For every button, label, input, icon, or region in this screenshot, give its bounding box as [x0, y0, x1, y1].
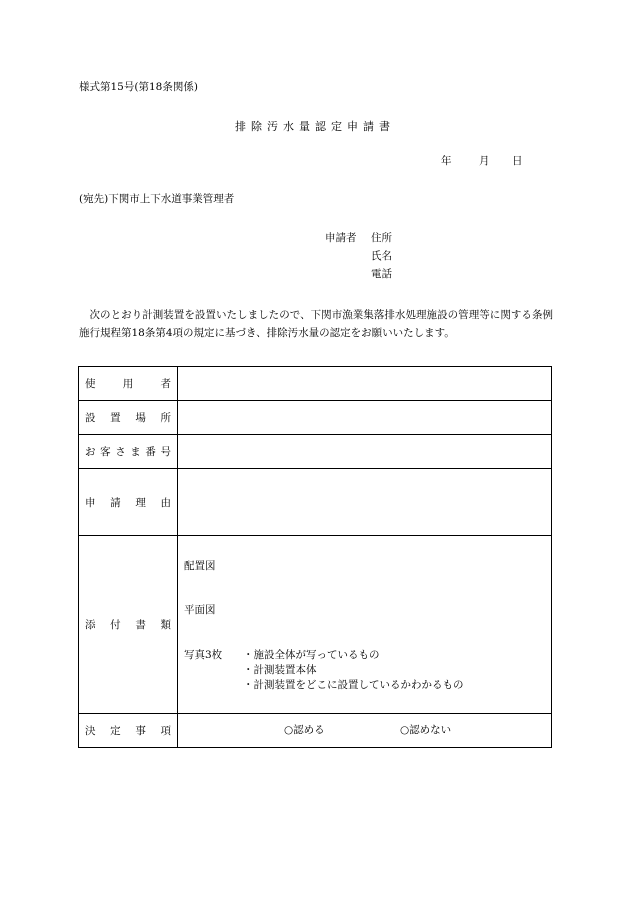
decision-cell [178, 714, 552, 748]
attachment-photos: 写真3枚 [184, 648, 223, 661]
decision-label: 決定事項 [79, 714, 178, 748]
attachment-plan: 平面図 [184, 603, 216, 616]
table-row [79, 714, 552, 748]
location-field[interactable] [178, 401, 552, 435]
applicant-name-label: 氏名 [371, 250, 392, 262]
applicant-label: 申請者 [325, 232, 357, 244]
user-field[interactable] [178, 367, 552, 401]
attachments-cell [178, 536, 552, 714]
attachments-label: 添付書類 [79, 536, 178, 714]
photo-item: ・計測装置本体 [243, 663, 317, 676]
table-row [79, 536, 552, 714]
table-row [79, 401, 552, 435]
applicant-phone-label: 電話 [371, 268, 392, 280]
location-label: 設置場所 [79, 401, 178, 435]
table-row [79, 469, 552, 536]
table-row [79, 367, 552, 401]
user-label: 使 用 者 [79, 367, 178, 401]
customer-number-label: お客さま番号 [79, 435, 178, 469]
request-statement: 次のとおり計測装置を設置いたしましたので、下関市漁業集落排水処理施設の管理等に関する条例施行規程第18条第4項の規定に基づき、排除汚水量の認定をお願いいたします。 [79, 309, 553, 339]
photo-item: ・計測装置をどこに設置しているかわかるもの [243, 678, 464, 691]
customer-number-field[interactable] [178, 435, 552, 469]
applicant-address-label: 住所 [371, 232, 392, 244]
addressee: (宛先)下関市上下水道事業管理者 [79, 193, 235, 205]
document-title: 排除汚水量認定申請書 [235, 120, 395, 133]
reason-field[interactable] [178, 469, 552, 536]
form-number: 様式第15号(第18条関係) [79, 81, 198, 93]
date-year-label: 年 [441, 155, 452, 167]
approve-option[interactable]: ○認める [284, 724, 325, 736]
table-row [79, 435, 552, 469]
reject-option[interactable]: ○認めない [400, 724, 452, 736]
attachment-layout: 配置図 [184, 559, 216, 572]
date-day-label: 日 [512, 155, 523, 167]
date-month-label: 月 [479, 155, 490, 167]
reason-label: 申請理由 [79, 469, 178, 536]
application-table [78, 366, 552, 748]
photo-item: ・施設全体が写っているもの [243, 648, 380, 661]
